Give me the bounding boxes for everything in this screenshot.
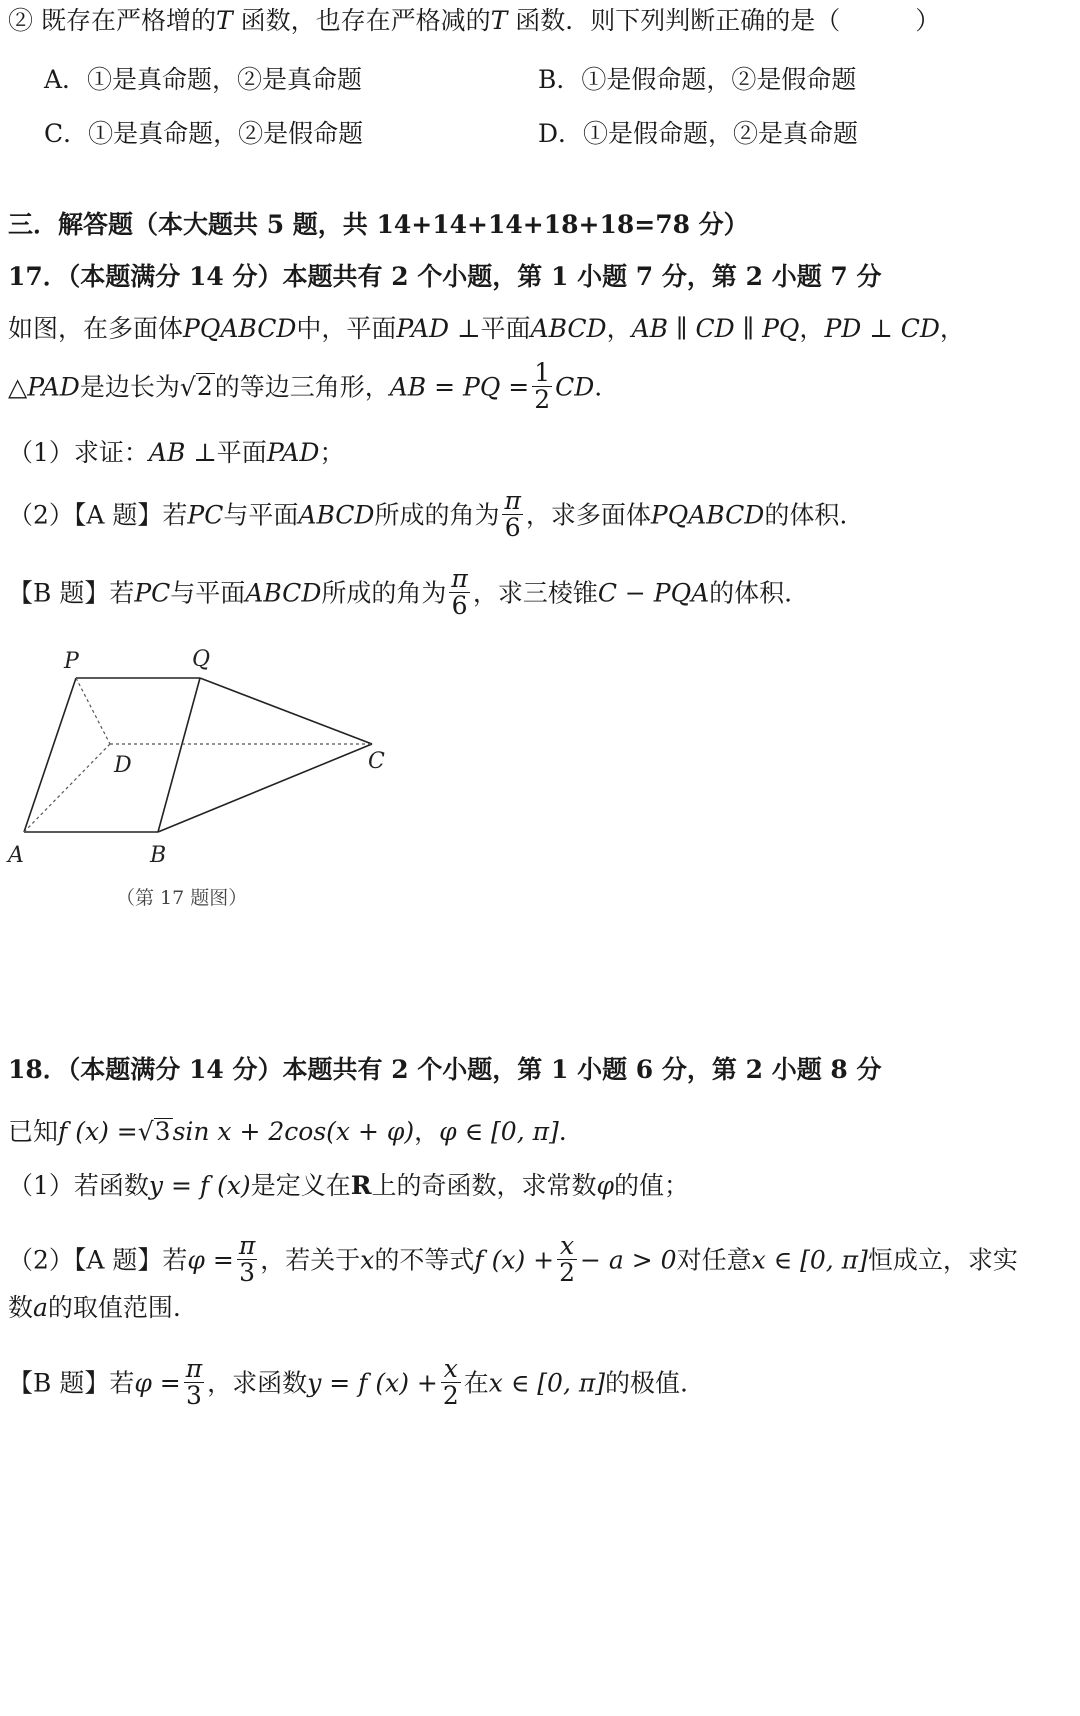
- q17-polyhedron-figure: [0, 640, 420, 880]
- q17-given-line-1: 如图，在多面体PQABCD中，平面PAD ⊥平面ABCD，AB ∥ CD ∥ PQ，PD ⊥ CD，: [8, 314, 965, 343]
- q17-part-1: （1）求证：AB ⊥平面PAD；: [8, 438, 345, 467]
- q18-given: 已知f (x) =√3sin x + 2cos(x + φ)，φ ∈ [0, π].: [8, 1117, 567, 1146]
- q17-part-2a: （2）【A 题】若PC与平面ABCD所成的角为 $\frac{\pi}{6}$ ，求多面体PQABCD的体积.: [8, 486, 848, 543]
- q16-option-d: D．①是假命题，②是真命题: [538, 119, 859, 148]
- edge-ad-hidden: [24, 744, 110, 832]
- fraction-x-over-2: $\frac{x}{2}$: [442, 1354, 459, 1411]
- q18-part-2a: （2）【A 题】若φ = $\frac{\pi}{3}$ ，若关于x的不等式f (x) + $\frac{x}{2}$ − a > 0对任意x ∈ [0, π]恒成立，求实: [8, 1231, 1018, 1288]
- vertex-label-p: P: [64, 649, 79, 674]
- q16-option-c: C．①是真命题，②是假命题: [44, 119, 364, 148]
- q16-option-b: B．①是假命题，②是假命题: [538, 65, 857, 94]
- sqrt-radicand: 2: [196, 372, 213, 402]
- sqrt-radicand: 3: [154, 1117, 171, 1146]
- fraction-x-over-2: $\frac{x}{2}$: [559, 1231, 576, 1288]
- edge-pa: [24, 678, 76, 832]
- edge-qc: [200, 678, 372, 744]
- q18-part-1: （1）若函数y = f (x)是定义在R上的奇函数，求常数φ的值；: [8, 1171, 690, 1200]
- fraction-pi-over-3: $\frac{\pi}{3}$: [185, 1354, 203, 1411]
- q17-part-2b: 【B 题】若PC与平面ABCD所成的角为 $\frac{\pi}{6}$ ，求三棱锥C − PQA的体积.: [8, 564, 793, 621]
- edge-pd-hidden: [76, 678, 110, 744]
- vertex-label-q: Q: [192, 647, 211, 672]
- q18-header: 18．（本题满分 14 分）本题共有 2 个小题，第 1 小题 6 分，第 2 小题 8 分: [8, 1055, 882, 1084]
- edge-qb: [158, 678, 200, 832]
- vertex-label-a: A: [8, 843, 24, 868]
- q16-option-a: A．①是真命题，②是真命题: [44, 65, 363, 94]
- q18-part-2b: 【B 题】若φ = $\frac{\pi}{3}$ ，求函数y = f (x) + $\frac{x}{2}$ 在x ∈ [0, π]的极值.: [8, 1354, 688, 1411]
- q17-figure-caption: （第 17 题图）: [116, 887, 248, 909]
- q17-header: 17．（本题满分 14 分）本题共有 2 个小题，第 1 小题 7 分，第 2 小题 7 分: [8, 262, 882, 291]
- sqrt-sign: √: [137, 1117, 154, 1146]
- vertex-label-d: D: [114, 753, 132, 778]
- q17-given-line-2: △PAD是边长为√2的等边三角形，AB = PQ = $\frac{1}{2}$ CD．: [8, 358, 620, 415]
- fraction-pi-over-6: $\frac{\pi}{6}$: [504, 486, 521, 543]
- q16-statement-2: ② 既存在严格增的T 函数，也存在严格减的T 函数．则下列判断正确的是（ ）: [8, 6, 941, 35]
- section-3-heading: 三．解答题（本大题共 5 题，共 14+14+14+18+18=78 分）: [8, 210, 749, 239]
- fraction-pi-over-6: $\frac{\pi}{6}$: [451, 564, 468, 621]
- vertex-label-c: C: [368, 749, 385, 774]
- vertex-label-b: B: [150, 843, 167, 868]
- sqrt-sign: √: [179, 372, 196, 402]
- q18-part-2a-continued: 数a的取值范围.: [8, 1293, 181, 1322]
- edge-bc: [158, 744, 372, 832]
- fraction-one-half: $\frac{1}{2}$: [534, 358, 551, 415]
- fraction-pi-over-3: $\frac{\pi}{3}$: [238, 1231, 256, 1288]
